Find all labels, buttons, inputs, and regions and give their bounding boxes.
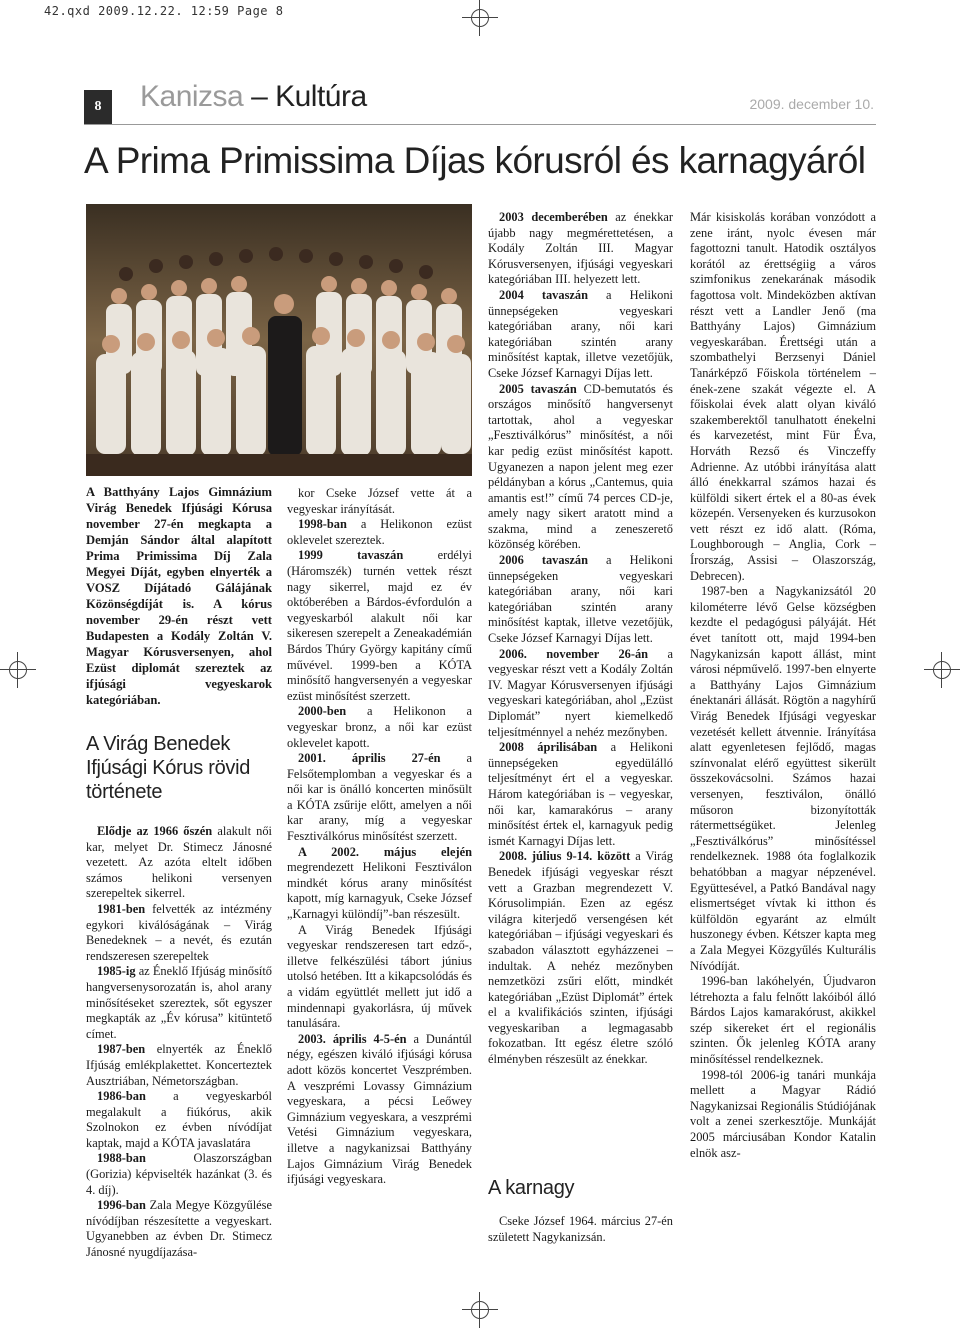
registration-mark-right: [924, 652, 960, 688]
paragraph: [287, 517, 472, 548]
paragraph: [488, 382, 673, 554]
paragraph: Már kisiskolás korában vonzódott a zene iránt, nyolc évesen már fagottozni tanult. Hatodik osztályos korától az érettségiig a város szimfonikus zenekarának második fagottosa volt. Mindeközben aktívan részt vett a Landler Jenő (ma Batthyány Lajos) Gimnázium vegyeskarában. Érettségi után a szombathelyi Berzsenyi Dániel Tanárképző Főiskola történelem – ének-zene szakát végezte el. A főiskolai évek alatt olyan kiváló szakemberektől tanulhatott énekelni és karvezetést, mint Für Éva, Horváth Rezső és Vinczeffy Adrienne. Az utóbbi irányítása alatt álló énekkarral számos hazai és külföldi sikert értek el a 80-as évek közepén. Versenyeken és kurzusokon vett részt ez idő alatt. (Róma, Loughborough – Anglia, Cork – Írország, Assisi – Olaszország, Debrecen).: [690, 210, 876, 583]
conductor-intro: Cseke József 1964. március 27-én született Nagykanizsán.: [488, 1214, 673, 1244]
paragraph: [287, 486, 472, 517]
paragraph: [488, 210, 673, 288]
paragraph-emphasis: 1987-ben: [97, 1042, 146, 1057]
choir-photo-illustration: [86, 204, 472, 476]
paragraph-text: az énekkar újabb nagy megmérettetésen, a Kodály Zoltán III. Magyar Kórusversenyen, ifjúsági vegyeskari kategóriában III. helyezett lett.: [488, 210, 674, 287]
paragraph-emphasis: 2003. április 4-5-én: [298, 1031, 407, 1046]
paragraph-emphasis: 1988-ban: [97, 1151, 146, 1166]
choir-photo: [86, 204, 472, 476]
paragraph-text: Zala Megye Közgyűlése nívódíjban részesítette a vegyeskart. Ugyanebben az évben Dr. Stimecz Jánosné nyugdíjazása-: [86, 1198, 272, 1260]
paragraph: [488, 647, 673, 741]
column-1: [86, 824, 272, 1261]
paragraph-emphasis: A 2002. május elején: [298, 844, 472, 859]
registration-mark-top: [462, 0, 498, 36]
column-4: [690, 210, 876, 1161]
paragraph: 1998-tól 2006-ig tanári munkája mellett a Magyar Rádió Nagykanizsai Regionális Stúdiójának volt a zenei szerkesztője. Munkáját 2005 márciusában Kondor Katalin elnök asz-: [690, 1067, 876, 1160]
article-lead: A Batthyány Lajos Gimnázium Virág Benedek Ifjúsági Kórusa november 27-én megkapta a Demján Sándor által alapított Prima Primissima Díj Zala Megyei Díját, egyben elnyerték a VOSZ Díjátadó Gálájának Közönségdíját is. A kórus november 29-én részt vett Budapesten a Kodály Zoltán V. Magyar Kórusversenyen, ahol Ezüst diplomát szereztek az ifjúsági vegyeskarok kategóriában.: [86, 485, 272, 707]
paragraph-text: a Helikonon ezüst oklevelet szereztek.: [287, 517, 472, 547]
paragraph: [86, 964, 272, 1042]
paragraph: [488, 849, 673, 1067]
paragraph: [488, 553, 673, 647]
paragraph-emphasis: 2008. július 9-14. között: [499, 849, 631, 864]
paragraph-text: a Helikoni ünnepségeken vegyeskari kategóriában arany, női kari kategóriában szintén arany minősítést kaptak, illetve vezetőjük, Cseke József Karnagyi Díjas lett.: [488, 287, 673, 380]
section-title: [140, 80, 367, 114]
paragraph-text: a vegyeskarból megalakult a fiúkórus, akik Szolnokon ez évben nívódíjat kaptak, majd a KÓTA javaslatára: [86, 1089, 272, 1150]
paragraph-emphasis: 1986-ban: [97, 1089, 146, 1104]
paragraph: [287, 548, 472, 704]
paragraph: [287, 1032, 472, 1188]
paragraph-emphasis: 2006. november 26-án: [499, 646, 649, 661]
paragraph-text: CD-bemutatós és országos minősítő hangversenyt tartottak, ahol a vegyeskar „Fesztiválkórus” minősítést, a női kar pedig ezüst minősítést kapott. Ugyanezen a napon jelent meg ezer példányban a kórus „Cantemus, quia amantis est!” című 74 perces CD-je, amely nagy sikert aratott mind a szakma, mind a zeneszerető közönség körében.: [488, 381, 673, 552]
issue-date: 2009. december 10.: [749, 96, 874, 112]
paragraph-text: a Helikoni ünnepségeken egyedülálló teljesítményt ért el a vegyeskar. Három kategóriában is – vegyeskar, női kar, kamarakórus – arany minősítést értek el, karnagyuk pedig ismét Karnagyi Díjas lett.: [488, 740, 673, 848]
paragraph-text: kor Cseke József vette át a vegyeskar irányítását.: [287, 486, 472, 516]
paragraph-emphasis: 1996-ban: [97, 1198, 146, 1213]
subhead-history: A Virág Benedek Ifjúsági Kórus rövid története: [86, 733, 251, 803]
article-headline: A Prima Primissima Díjas kórusról és karnagyáról: [84, 140, 866, 181]
paragraph: [86, 1089, 272, 1151]
paragraph-emphasis: 2005 tavaszán: [499, 381, 577, 396]
subhead-conductor: A karnagy: [488, 1177, 575, 1199]
registration-mark-bottom: [462, 1292, 498, 1328]
paragraph: 1987-ben a Nagykanizsától 20 kilométerre lévő Gelse községben kezdte el pedagógusi pályáját. Hét évet tanított ott, majd 1994-ben Nagykanizsán kapott állást, mint városi népművelő. 1997-ben elnyerte a Batthyány Lajos Gimnázium énektanári állását. Rögtön a nagyhírű Virág Benedek Ifjúsági vegyeskar vezetését kellett átvennie. Irányítása alatt egyenletesen fejlődő, magas színvonalat elérő együttest sikerült összekovácsolni. Számos hazai versenyen, fesztiválon, önálló műsoron bizonyították rátermettségüket. Jelenleg „Fesztiválkórus” minősítéssel rendelkeznek. 1988 óta foglalkozik behatóbban a magyar népzenével. Együttesével, a Patkó Bandával nagy elismertséget vívtak ki itthon és külföldön egyaránt az elmúlt huszonegy évben. Kétszer kapta meg a Zala Megyei Közgyűlés Kulturális Nívódíját.: [690, 584, 876, 973]
column-3-tail: [488, 1214, 673, 1245]
paragraph-emphasis: 2003 decemberében: [499, 210, 608, 224]
paragraph-text: alakult női kar, melyet Dr. Stimecz Jánosné vezetett. Az azóta eltelt időben számos helikoni versenyen szerepeltek sikerrel.: [86, 824, 272, 901]
paragraph-emphasis: Elődje az 1966 őszén: [97, 824, 213, 838]
paragraph-text: erdélyi (Háromszék) turnén vettek részt nagy sikerrel, majd ez év októberében a Bárdos-évfordulón a vegyeskarból alakult női kar sikeresen szerepelt a Zeneakadémián Bárdos Thúry György kapitány című művével. 1999-ben a KÓTA minősítő hangversenyén a vegyeskar ezüst minősítést szerzett.: [287, 548, 472, 703]
paragraph-emphasis: 1998-ban: [298, 517, 347, 532]
paragraph-text: a Helikonon a vegyeskar bronz, a női kar ezüst oklevelet kapott.: [287, 704, 472, 750]
paragraph-text: Olaszországban (Gorizia) képviselték hazánkat (3. és 4. díj).: [86, 1151, 272, 1197]
registration-mark-left: [0, 652, 36, 688]
paragraph: [287, 704, 472, 751]
paragraph: [287, 751, 472, 845]
paragraph: 1996-ban lakóhelyén, Újudvaron létrehozta a falu felnőtt lakóiból álló Bárdos Lajos kamarakórust, akikkel szép sikereket ért el regionális szinten. Ők jelenleg KÓTA arany minősítéssel rendelkeznek.: [690, 974, 876, 1067]
paragraph-emphasis: 2004 tavaszán: [499, 287, 588, 302]
paragraph-emphasis: 2000-ben: [298, 704, 347, 719]
paragraph-text: a Helikoni ünnepségeken vegyeskari kategóriában arany, női kari kategóriában szintén arany minősítést kaptak, illetve vezetőjük, Cseke József Karnagyi Díjas lett.: [488, 553, 673, 646]
paragraph-text: a Felsőtemplomban a vegyeskar és a női kar is önálló koncerten minősült a KÓTA zsűrije előtt, amelyen a női kar arany, míg a vegyeskar Fesztiválkórus minősítést szerzett.: [287, 751, 472, 844]
paragraph-emphasis: 2008 áprilisában: [499, 740, 598, 755]
paragraph: [86, 1042, 272, 1089]
paragraph-emphasis: 2006 tavaszán: [499, 553, 588, 568]
paragraph-text: a Virág Benedek ifjúsági vegyeskar részt vett a Grazban megrendezett V. Kórusolimpián. Ezen az egész világra kiterjedő versengésen két kategóriában – ifjúsági vegyeskari és szabadon választott egyházzenei – indultak. A nehéz mezőnyben nemzetközi zsűri előtt, mindkét kategóriában „Ezüst Diplomát” értek el a kvalifikációs szinten, ifjúsági vegyeskariban a legmagasabb fokozatban. Itt egész életre szóló élményben részesült az énekkar.: [488, 849, 673, 1067]
paragraph-text: A Virág Benedek Ifjúsági vegyeskar rendszeresen tart edző-, illetve felkészülési tábort június utolsó hetében. Itt a kikapcsolódás és a vidám együttlét mellett jut idő a mindennapi gyakorlásra, új művek tanulására.: [287, 922, 472, 1031]
paragraph: [488, 288, 673, 382]
paragraph-emphasis: 1985-ig: [97, 964, 136, 979]
paragraph: [86, 824, 272, 902]
print-slug: 42.qxd 2009.12.22. 12:59 Page 8: [44, 4, 284, 18]
paragraph-emphasis: 1981-ben: [97, 901, 146, 916]
paragraph: [86, 1151, 272, 1198]
paragraph: [287, 845, 472, 923]
paragraph: [86, 1198, 272, 1260]
paragraph-text: elnyerték az Éneklő Ifjúság emlékplakettet. Koncerteztek Ausztriában, Németországban.: [86, 1042, 272, 1088]
column-3: [488, 210, 673, 1068]
header-rule: [84, 124, 876, 125]
paragraph-text: megrendezett Helikoni Fesztiválon mindkét kórus arany minősítést kapott, míg karnagyuk, Cseke József „Karnagyi különdíj”-ban részesült.: [287, 860, 472, 922]
column-2: [287, 486, 472, 1188]
paragraph-text: a vegyeskar részt vett a Kodály Zoltán IV. Magyar Kórusversenyen ifjúsági vegyeskari kategóriában, ahol „Ezüst Diplomát” nyert kiemelkedő teljesítménnyel a nehéz mezőnyben.: [488, 646, 673, 739]
paragraph: [287, 923, 472, 1032]
section-city: Kanizsa: [140, 80, 244, 113]
section-dash: –: [243, 80, 276, 113]
paragraph-text: a Dunántúl négy, egészen kiváló ifjúsági kórusa adott közös koncertet Veszprémben. A veszprémi Lovassy Gimnázium vegyeskara, a pécsi Leőwey Gimnázium vegyeskara, a veszprémi Vetési Gimnázium vegyeskara, illetve a nagykanizsai Batthyány Lajos Gimnázium Virág Benedek ifjúsági vegyeskara.: [287, 1031, 472, 1187]
paragraph-text: az Éneklő Ifjúság minősítő hangversenysorozatán is, ahol arany minősítéseket szereztek, sőt egyszer megkapták az „Év kórusa” kitüntető címet.: [86, 964, 272, 1041]
page-number: 8: [84, 90, 112, 124]
paragraph-emphasis: 2001. április 27-én: [298, 751, 441, 766]
section-topic: Kultúra: [275, 80, 367, 113]
paragraph: [488, 740, 673, 849]
paragraph-text: felvették az intézmény egykori kiválóságának – Virág Benedeknek – a nevét, és ezután rendszeresen szerepeltek: [86, 901, 272, 963]
paragraph-emphasis: 1999 tavaszán: [298, 548, 404, 563]
paragraph: [86, 902, 272, 964]
